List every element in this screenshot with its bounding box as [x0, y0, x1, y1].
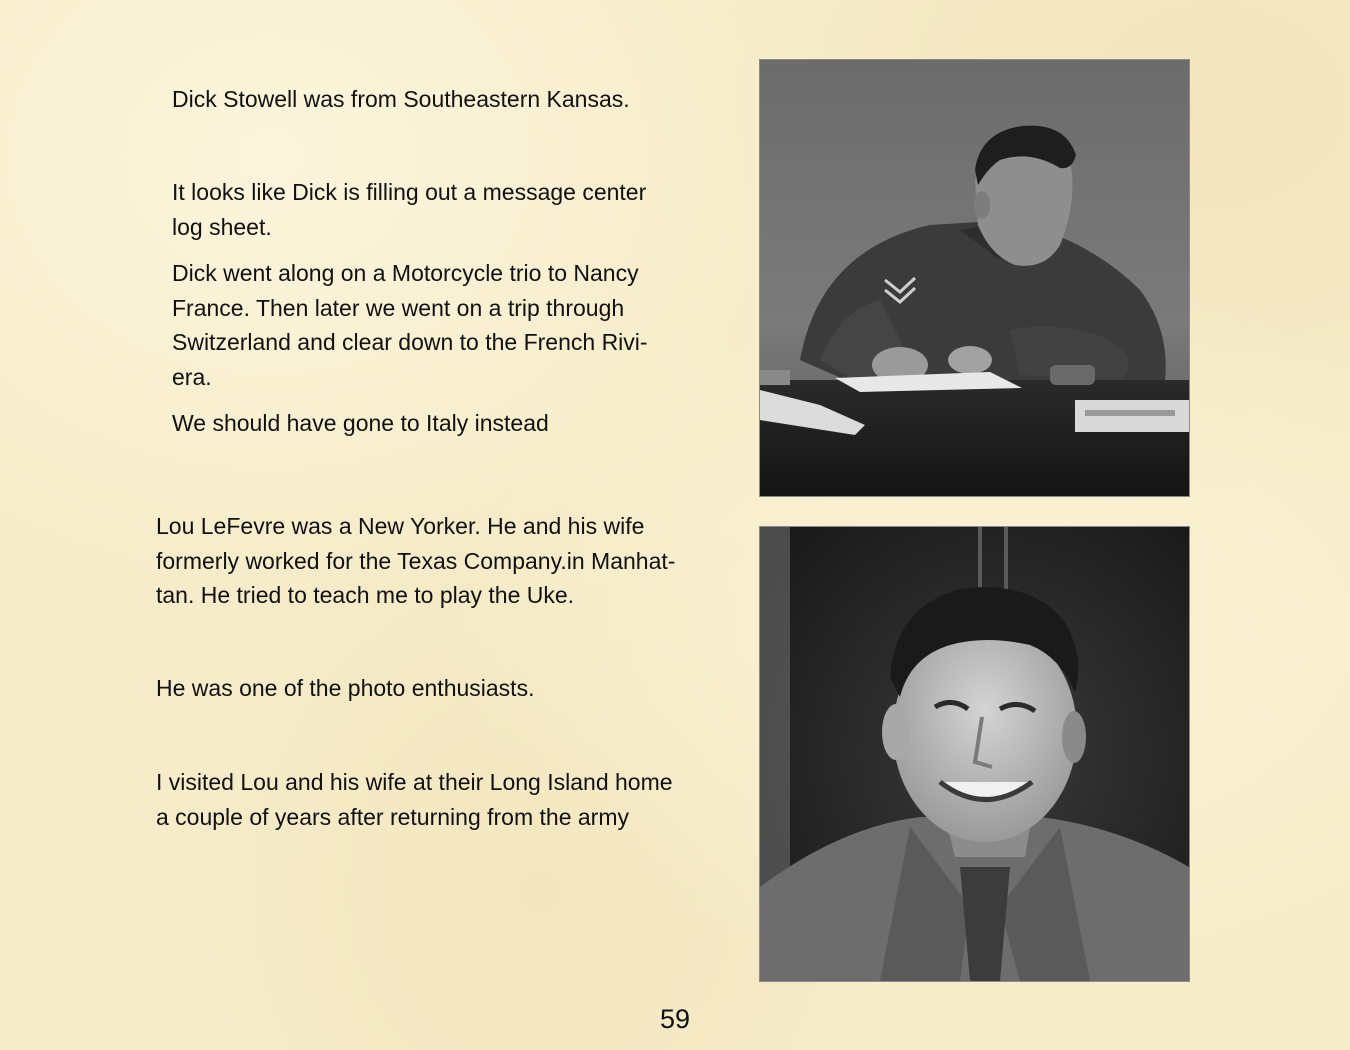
text-line: era. [172, 363, 212, 390]
photo-dick-writing [759, 59, 1190, 497]
text-line: Lou LeFevre was a New Yorker. He and his wife [156, 513, 645, 539]
text-line: Switzerland and clear down to the French Rivi- [172, 329, 648, 355]
paragraph-dick-log-sheet [172, 175, 712, 244]
text-line: a couple of years after returning from the army [156, 803, 629, 830]
paragraph-italy [172, 406, 549, 441]
paragraph-photo-enthusiast [156, 671, 534, 706]
text-line: Dick went along on a Motorcycle trio to Nancy [172, 260, 639, 286]
photo-lou-lefevre [759, 526, 1190, 982]
text-line: I visited Lou and his wife at their Long Island home [156, 769, 673, 795]
text-line: We should have gone to Italy instead [172, 410, 549, 436]
paragraph-lou-lefevre [156, 509, 736, 613]
text-line: It looks like Dick is filling out a message center [172, 179, 647, 205]
text-line: formerly worked for the Texas Company.in Manhat- [156, 547, 676, 574]
text-line: Dick Stowell was from Southeastern Kansas. [172, 86, 630, 112]
text-line: tan. He tried to teach me to play the Uke. [156, 582, 575, 608]
text-line: He was one of the photo enthusiasts. [156, 675, 535, 701]
paragraph-long-island-visit [156, 765, 736, 834]
page-number: 59 [659, 1004, 691, 1034]
text-line: log sheet. [172, 213, 272, 240]
paragraph-motorcycle-trip [172, 256, 712, 394]
text-line: France. Then later we went on a trip through [172, 294, 625, 321]
paragraph-dick-origin [172, 82, 630, 117]
